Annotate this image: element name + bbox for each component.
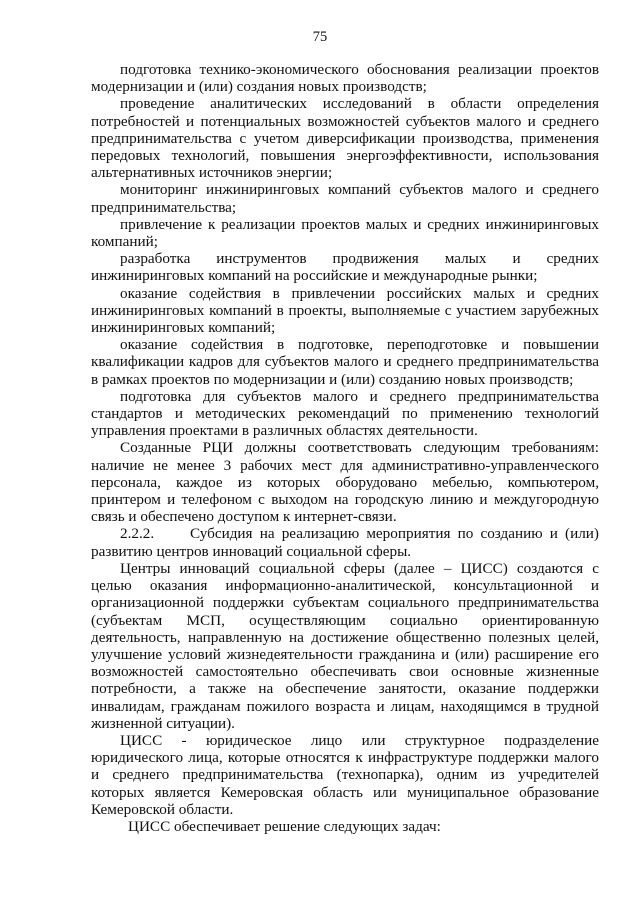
list-item: проведение аналитических исследований в области определения потребностей и потенциальных возможностей субъектов малого и среднего предпринимательства с учетом диверсификации производства, применения передовых технологий, повышения энергоэффективности, использования альтернативных источников энергии; <box>91 95 599 182</box>
ciss-legal-paragraph: ЦИСС - юридическое лицо или структурное подразделение юридического лица, которые относятся к инфраструктуре поддержки малого и среднего предпринимательства (технопарка), одним из учредителей которых является Кемеровская область или муниципальное образование Кемеровской области. <box>91 731 599 818</box>
list-item: разработка инструментов продвижения малых и средних инжиниринговых компаний на российские и международные рынки; <box>91 250 599 285</box>
list-item: привлечение к реализации проектов малых и средних инжиниринговых компаний; <box>91 215 599 251</box>
list-item: оказание содействия в привлечении российских малых и средних инжиниринговых компаний в проекты, выполняемые с участием зарубежных инжиниринговых компаний; <box>91 284 599 337</box>
requirements-paragraph: Созданные РЦИ должны соответствовать следующим требованиям: наличие не менее 3 рабочих мест для административно-управленческого персонала, каждое из которых оборудовано мебелью, компьютером, принтером и телефоном с выходом на городскую линию и междугородную связь и обеспечено доступом к интернет-связи. <box>91 439 599 526</box>
ciss-tasks-intro: ЦИСС обеспечивает решение следующих задач: <box>128 817 441 835</box>
ciss-definition-paragraph: Центры инноваций социальной сферы (далее – ЦИСС) создаются с целью оказания информационно-аналитической, консультационной и организационной поддержки субъектам социального предпринимательства (субъектам МСП, осуществляющим социально ориентированную деятельность, направленную на достижение общественно полезных целей, улучшение условий жизнедеятельности гражданина и (или) расширение его возможностей самостоятельно обеспечивать свои основные жизненные потребности, а также на обеспечение занятости, оказание поддержки инвалидам, гражданам пожилого возраста и лицам, находящимся в трудной жизненной ситуации). <box>91 559 599 732</box>
page-number: 75 <box>312 29 328 45</box>
list-item: оказание содействия в подготовке, переподготовке и повышении квалификации кадров для субъектов малого и среднего предпринимательства в рамках проектов по модернизации и (или) созданию новых производств; <box>91 336 599 388</box>
section-heading-2-2-2: 2.2.2. Субсидия на реализацию мероприятия по созданию и (или) развитию центров инноваций социальной сферы. <box>91 525 603 560</box>
body-text <box>91 61 603 835</box>
list-item: подготовка для субъектов малого и среднего предпринимательства стандартов и методических рекомендаций по применению технологий управления проектами в различных областях деятельности. <box>91 387 599 440</box>
list-item: подготовка технико-экономического обоснования реализации проектов модернизации и (или) создания новых производств; <box>91 61 599 96</box>
list-item: мониторинг инжиниринговых компаний субъектов малого и среднего предпринимательства; <box>91 181 599 216</box>
